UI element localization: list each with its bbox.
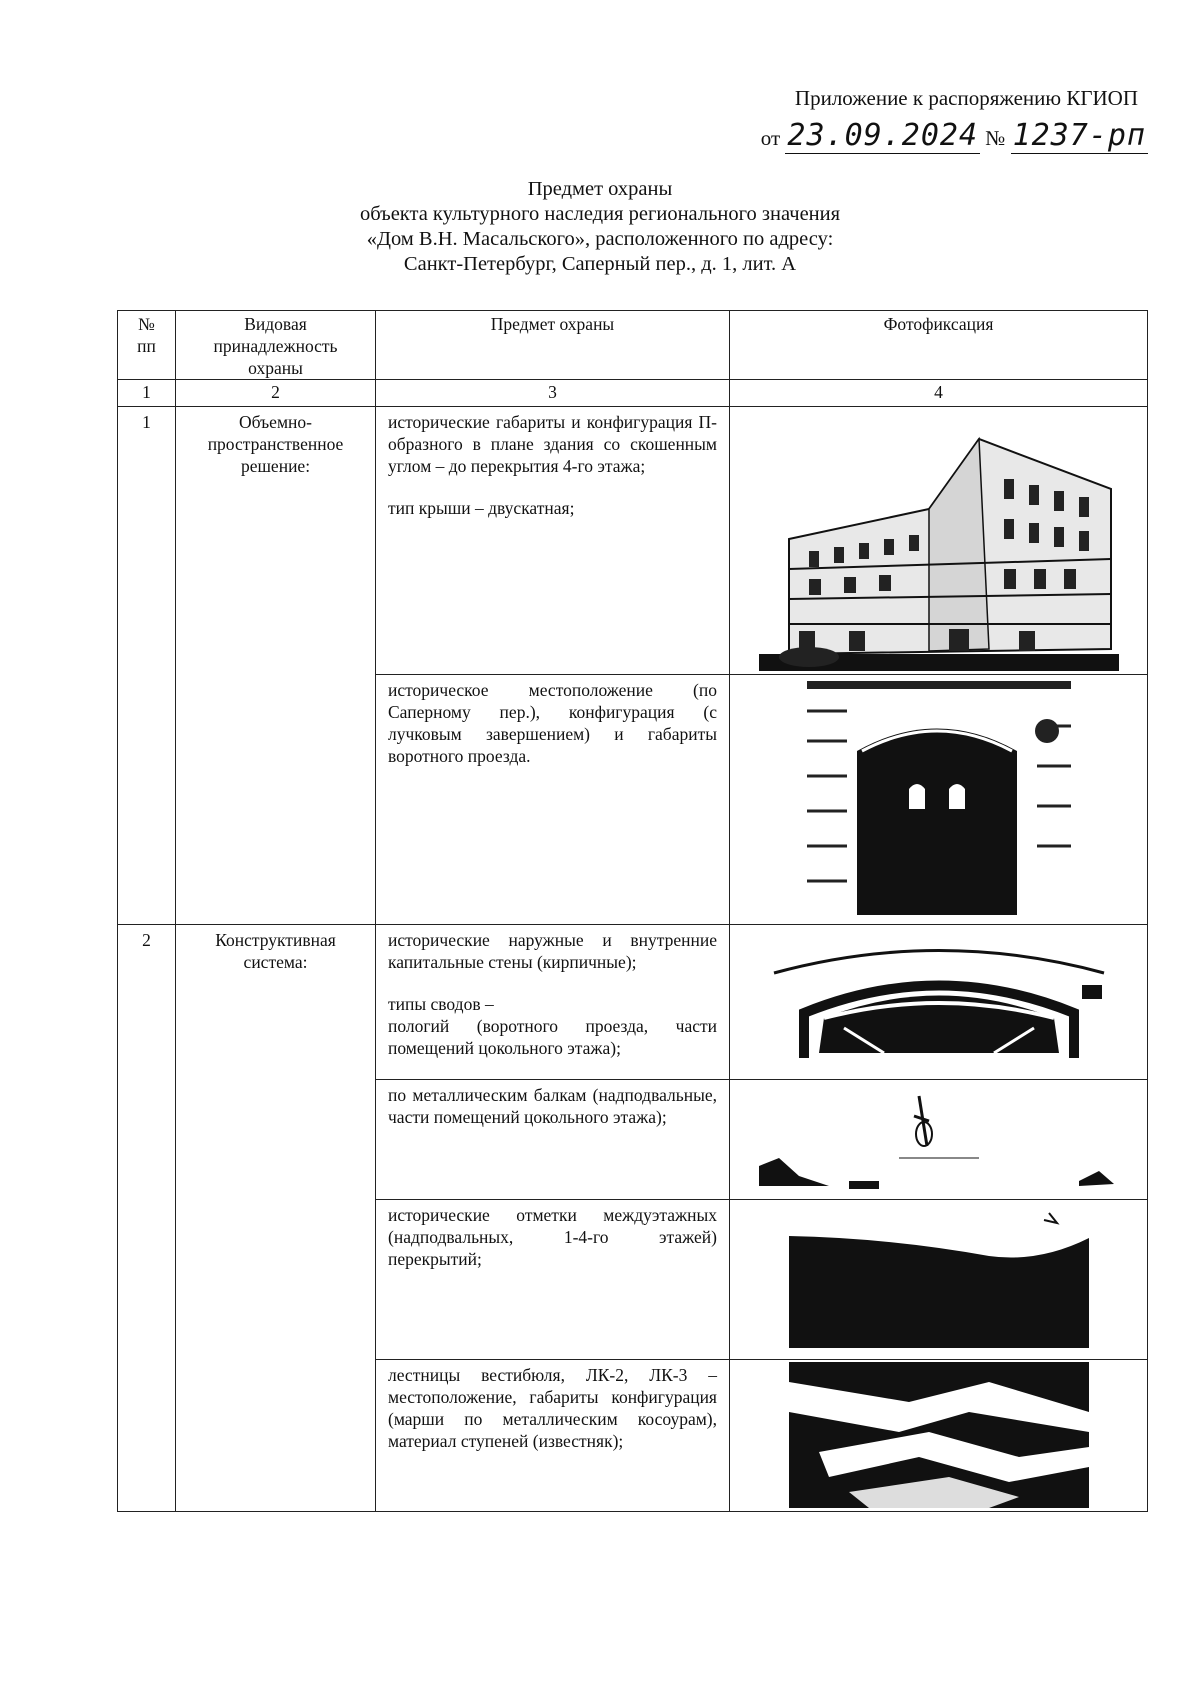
table-row — [118, 407, 1148, 675]
photo-cell — [730, 407, 1148, 675]
protection-type: Объемно-пространственное решение: — [176, 407, 376, 925]
vault-photo — [764, 933, 1114, 1061]
subject-text: типы сводов – пологий (воротного проезда, части помещений цокольного этажа); — [388, 994, 717, 1058]
protection-subject — [376, 925, 730, 1080]
col-header-type: Видовая принадлежность охраны — [176, 311, 376, 380]
row-number: 2 — [118, 925, 176, 1512]
photo-cell — [730, 1080, 1148, 1200]
protection-table — [117, 310, 1148, 1512]
subject-text: лестницы вестибюля, ЛК-2, ЛК-3 – местоположение, габариты конфигурация (марши по металлическим косоурам), материал ступеней (известняк); — [388, 1365, 717, 1451]
photo-cell — [730, 675, 1148, 925]
subject-text: исторические габариты и конфигурация П-образного в плане здания со скошенным углом – до перекрытия 4-го этажа; — [388, 412, 717, 476]
photo-cell — [730, 1200, 1148, 1360]
staircase-photo — [789, 1362, 1089, 1508]
col-number: 2 — [176, 380, 376, 407]
photo-cell — [730, 925, 1148, 1080]
title-line-4: Санкт-Петербург, Саперный пер., д. 1, лит. А — [403, 253, 797, 275]
title-line-3: «Дом В.Н. Масальского», расположенного по адресу: — [366, 228, 834, 250]
beams-photo — [759, 1086, 1119, 1192]
subject-text: тип крыши – двускатная; — [388, 498, 575, 518]
table-header-row — [118, 311, 1148, 380]
appendix-label: Приложение к распоряжению КГИОП — [794, 86, 1138, 110]
handwritten-date: 23.09.2024 — [787, 118, 979, 153]
protection-subject — [376, 407, 730, 675]
col-header-photo: Фотофиксация — [730, 311, 1148, 380]
photo-cell — [730, 1360, 1148, 1512]
number-prefix: № — [985, 126, 1006, 150]
protection-subject — [376, 675, 730, 925]
protection-subject — [376, 1200, 730, 1360]
protection-type: Конструктивная система: — [176, 925, 376, 1512]
col-header-subject: Предмет охраны — [376, 311, 730, 380]
document-title — [120, 177, 1080, 277]
protection-subject — [376, 1080, 730, 1200]
subject-text: исторические отметки междуэтажных (надподвальных, 1-4-го этажей) перекрытий; — [388, 1205, 717, 1269]
floor-levels-photo — [789, 1208, 1089, 1348]
col-number: 3 — [376, 380, 730, 407]
row-number: 1 — [118, 407, 176, 925]
subject-text: исторические наружные и внутренние капитальные стены (кирпичные); — [388, 930, 717, 972]
col-number: 4 — [730, 380, 1148, 407]
date-prefix: от — [760, 126, 781, 150]
title-line-1: Предмет охраны — [527, 178, 673, 200]
gate-passage-photo — [807, 681, 1071, 915]
col-header-num: № пп — [118, 311, 176, 380]
building-facade-photo — [759, 419, 1119, 671]
order-line — [640, 118, 1148, 153]
col-number: 1 — [118, 380, 176, 407]
handwritten-number: 1237-рп — [1012, 118, 1146, 153]
title-line-2: объекта культурного наследия регионального значения — [359, 203, 841, 225]
column-numbers-row — [118, 380, 1148, 407]
subject-text: историческое местоположение (по Саперному пер.), конфигурация (с лучковым завершением) и габариты воротного проезда. — [388, 680, 717, 766]
table-row — [118, 925, 1148, 1080]
subject-text: по металлическим балкам (надподвальные, части помещений цокольного этажа); — [388, 1085, 717, 1127]
protection-subject — [376, 1360, 730, 1512]
